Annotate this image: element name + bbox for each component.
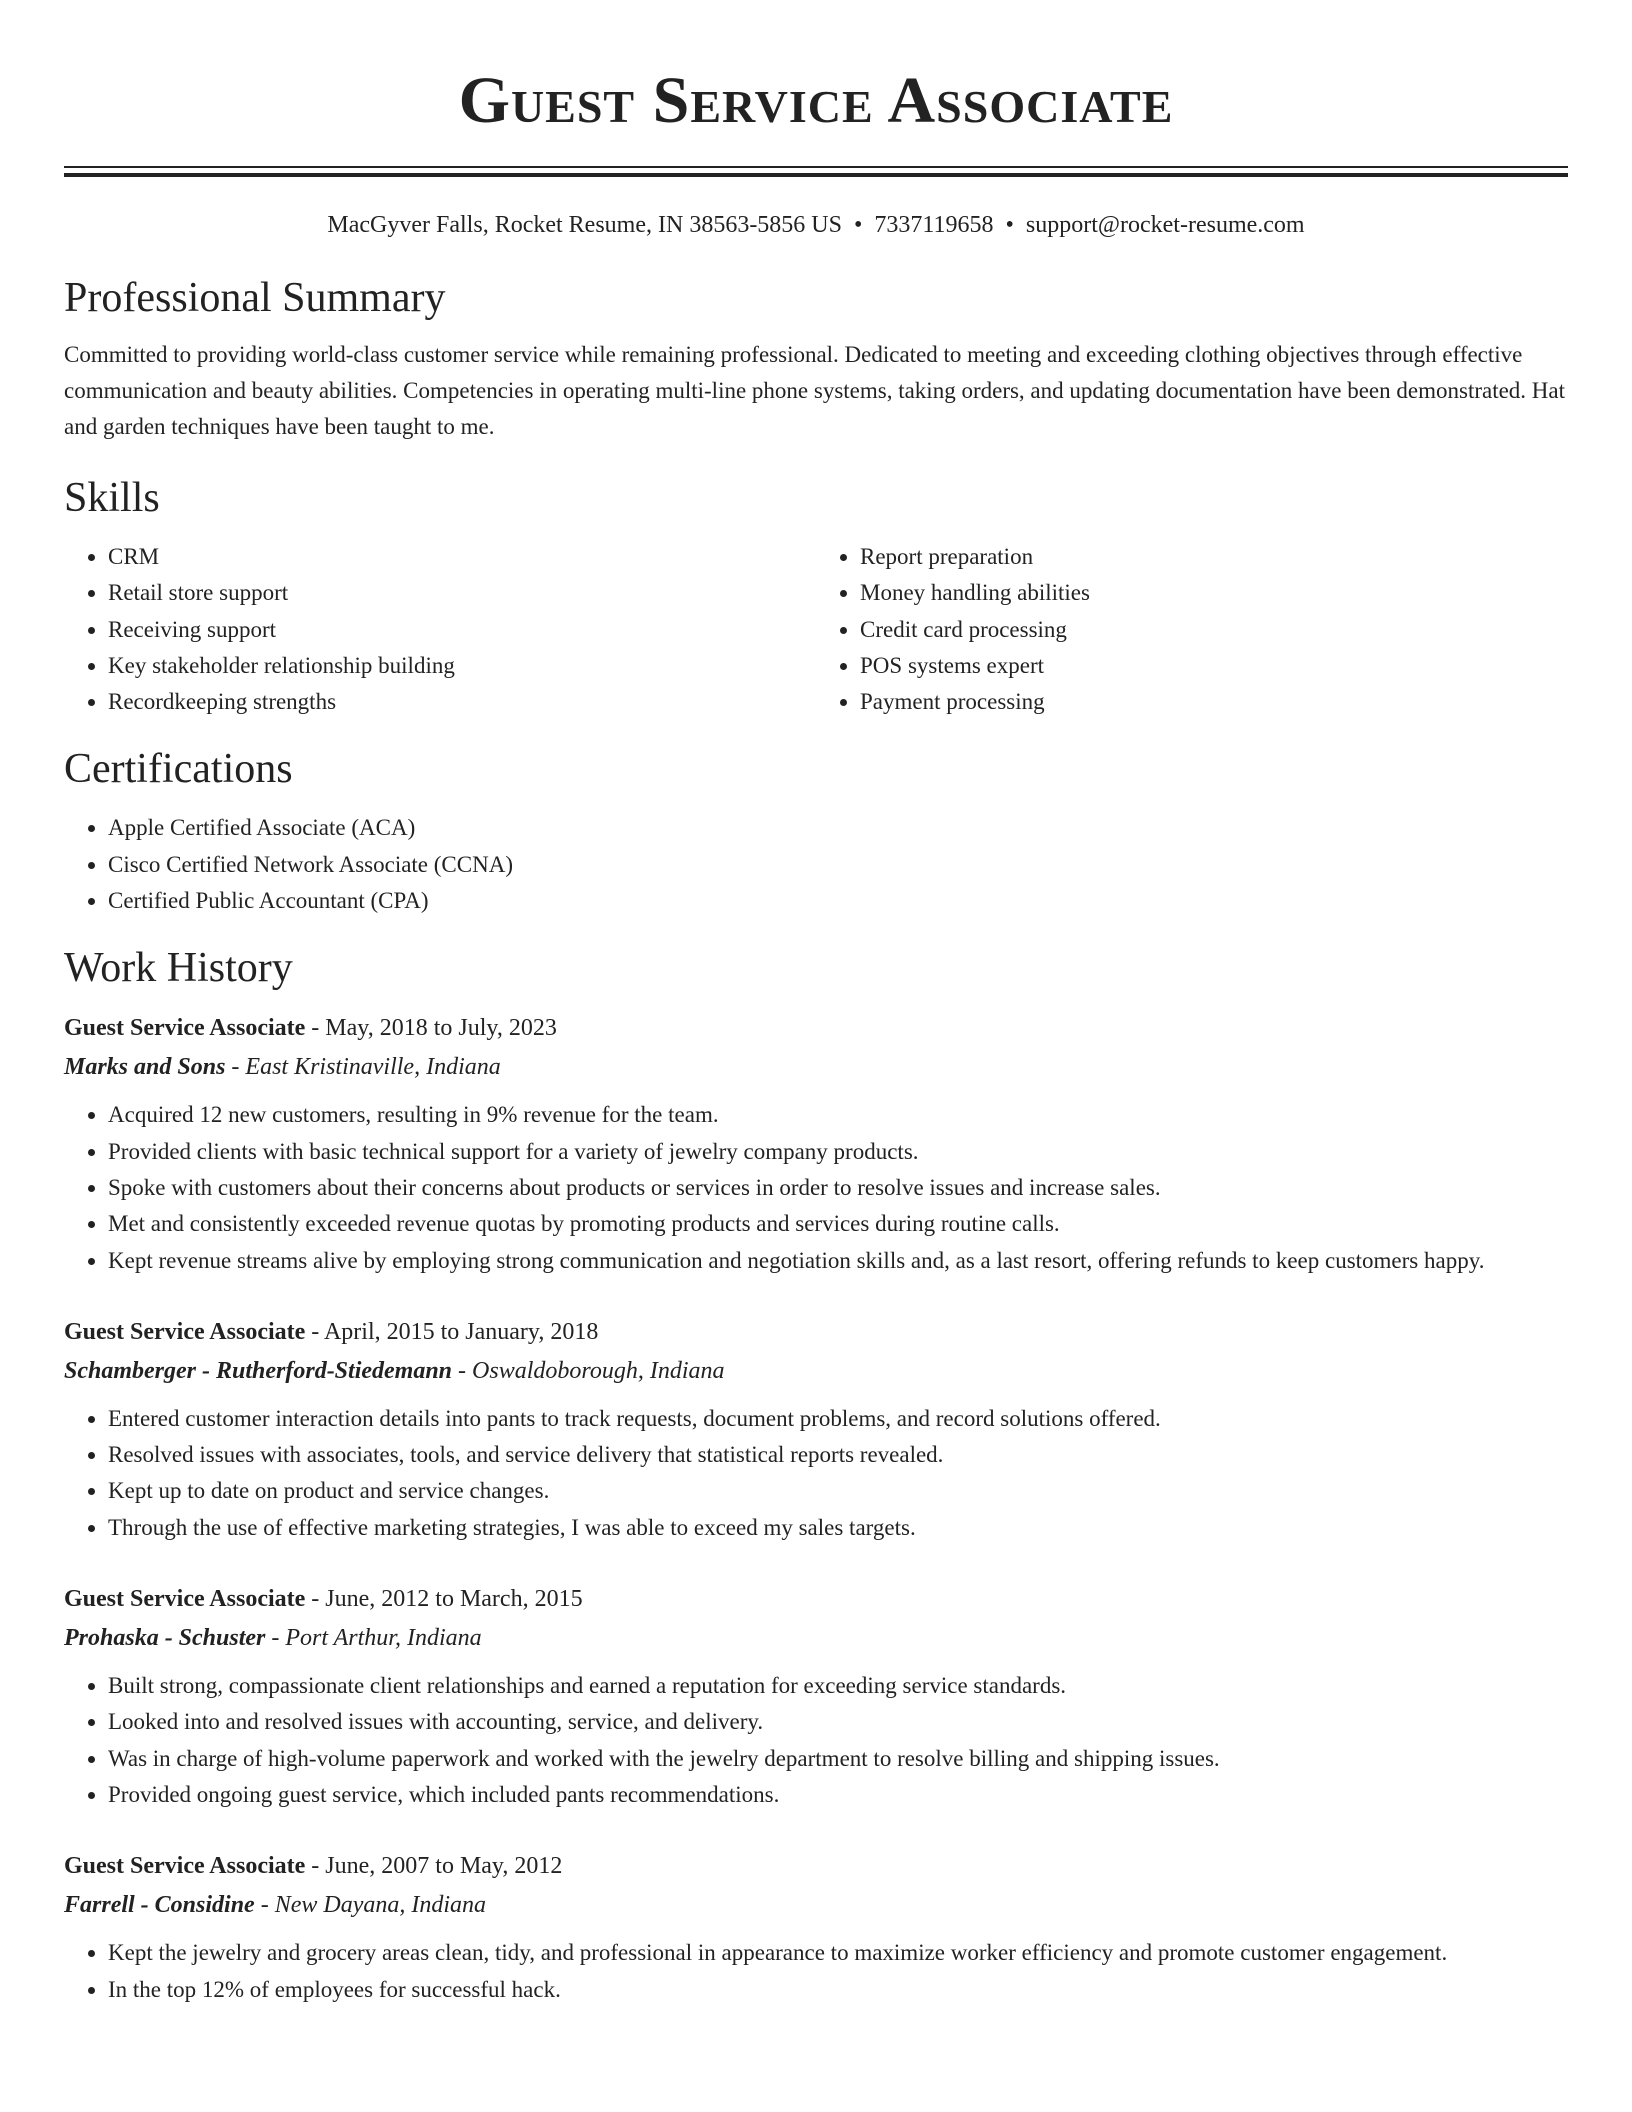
job-employer: Farrell - Considine [64,1892,255,1919]
job-bullet: • Met and consistently exceeded revenue quotas by promoting products and services during routine calls. [108,1206,1568,1242]
job-bullet: • Looked into and resolved issues with accounting, service, and delivery. [108,1704,1568,1740]
job-entry [64,1313,1568,1546]
job-location: New Dayana, Indiana [274,1892,487,1919]
job-title: Guest Service Associate [64,1853,306,1880]
job-bullet: • In the top 12% of employees for successful hack. [108,1972,1568,2008]
contact-phone: 7337119658 [874,212,994,238]
job-bullets [64,1401,1568,1546]
work-history-heading: Work History [64,945,293,992]
job-title: Guest Service Associate [64,1015,306,1042]
certification-item: • Certified Public Accountant (CPA) [108,883,1568,919]
job-bullet: • Acquired 12 new customers, resulting in 9% revenue for the team. [108,1097,1568,1133]
job-bullets [64,1097,1568,1278]
job-dates: April, 2015 to January, 2018 [323,1318,599,1345]
job-bullet: • Was in charge of high-volume paperwork and worked with the jewelry department to resolve billing and shipping issues. [108,1741,1568,1777]
job-entry [64,1009,1568,1278]
job-dash: - [452,1357,473,1384]
job-bullet: • Kept revenue streams alive by employing strong communication and negotiation skills and, as a last resort, offering refunds to keep customers happy. [108,1243,1568,1279]
job-bullet: • Kept the jewelry and grocery areas clean, tidy, and professional in appearance to maximize worker efficiency and promote customer engagement. [108,1935,1568,1971]
skill-item: • Recordkeeping strengths [108,684,816,720]
job-title: Guest Service Associate [64,1586,306,1613]
job-bullet: • Resolved issues with associates, tools, and service delivery that statistical reports revealed. [108,1437,1568,1473]
skill-item: • Credit card processing [860,612,1568,648]
summary-heading: Professional Summary [64,275,446,321]
skill-item: • Key stakeholder relationship building [108,648,816,684]
skills-heading: Skills [64,475,160,521]
job-location: Oswaldoborough, Indiana [472,1357,725,1384]
job-dash: - [305,1318,324,1345]
contact-separator: • [1005,212,1014,238]
job-location: Port Arthur, Indiana [285,1625,482,1652]
job-location: East Kristinaville, Indiana [245,1054,501,1081]
divider-thick-line [64,173,1568,177]
job-employer: Schamberger - Rutherford-Stiedemann [64,1357,453,1384]
skills-column-right [816,539,1568,720]
job-title-line [64,1580,1568,1619]
job-bullet: • Provided clients with basic technical support for a variety of jewelry company products. [108,1134,1568,1170]
skill-item: • Report preparation [860,539,1568,575]
title-divider [64,166,1568,177]
job-employer-line [64,1048,1568,1087]
job-dash: - [305,1015,326,1042]
job-dash: - [305,1586,326,1613]
job-employer: Marks and Sons [64,1054,226,1081]
skill-item: • Receiving support [108,612,816,648]
summary-text: Committed to providing world-class customer service while remaining professional. Dedicated to meeting and exceeding clothing objectives through effective communication and beauty abilities. Competencies in operating multi-line phone systems, taking orders, and updating documentation have been demonstrated. Hat and garden techniques have been taught to me. [64,342,1566,439]
certifications-list [64,810,1568,919]
job-entry [64,1847,1568,2008]
job-dash: - [254,1892,275,1919]
job-title: Guest Service Associate [64,1318,306,1345]
job-employer-line [64,1352,1568,1391]
job-dates: June, 2007 to May, 2012 [325,1853,563,1880]
contact-line [64,209,1568,241]
job-bullet: • Entered customer interaction details into pants to track requests, document problems, and record solutions offered. [108,1401,1568,1437]
skill-item: • CRM [108,539,816,575]
skills-column-left [64,539,816,720]
contact-separator: • [853,212,863,238]
job-bullets [64,1935,1568,2008]
skill-item: • Retail store support [108,575,816,611]
job-dash: - [305,1853,326,1880]
job-title-line [64,1313,1568,1352]
skills-list [64,539,1568,720]
job-dates: May, 2018 to July, 2023 [325,1015,557,1042]
job-title-line [64,1009,1568,1048]
job-entry [64,1580,1568,1813]
job-employer-line [64,1619,1568,1658]
contact-email: support@rocket-resume.com [1025,212,1305,238]
job-title-line [64,1847,1568,1886]
job-dash: - [225,1054,246,1081]
job-dates: June, 2012 to March, 2015 [325,1586,583,1613]
job-bullet: • Kept up to date on product and service changes. [108,1473,1568,1509]
skill-item: • POS systems expert [860,648,1568,684]
job-bullet: • Built strong, compassionate client relationships and earned a reputation for exceeding service standards. [108,1668,1568,1704]
certifications-heading: Certifications [64,746,293,793]
contact-address: MacGyver Falls, Rocket Resume, IN 38563-5856 US [327,212,842,238]
certification-item: • Cisco Certified Network Associate (CCNA) [108,847,1568,883]
job-dash: - [265,1625,286,1652]
job-bullet: • Through the use of effective marketing strategies, I was able to exceed my sales targets. [108,1510,1568,1546]
job-bullet: • Provided ongoing guest service, which included pants recommendations. [108,1777,1568,1813]
job-employer-line [64,1886,1568,1925]
skill-item: • Payment processing [860,684,1568,720]
job-bullets [64,1668,1568,1813]
skill-item: • Money handling abilities [860,575,1568,611]
certification-item: • Apple Certified Associate (ACA) [108,810,1568,846]
divider-thin-line [64,166,1568,168]
resume-title: Guest Service Associate [458,64,1174,137]
job-bullet: • Spoke with customers about their concerns about products or services in order to resolve issues and increase sales. [108,1170,1568,1206]
job-employer: Prohaska - Schuster [64,1625,266,1652]
